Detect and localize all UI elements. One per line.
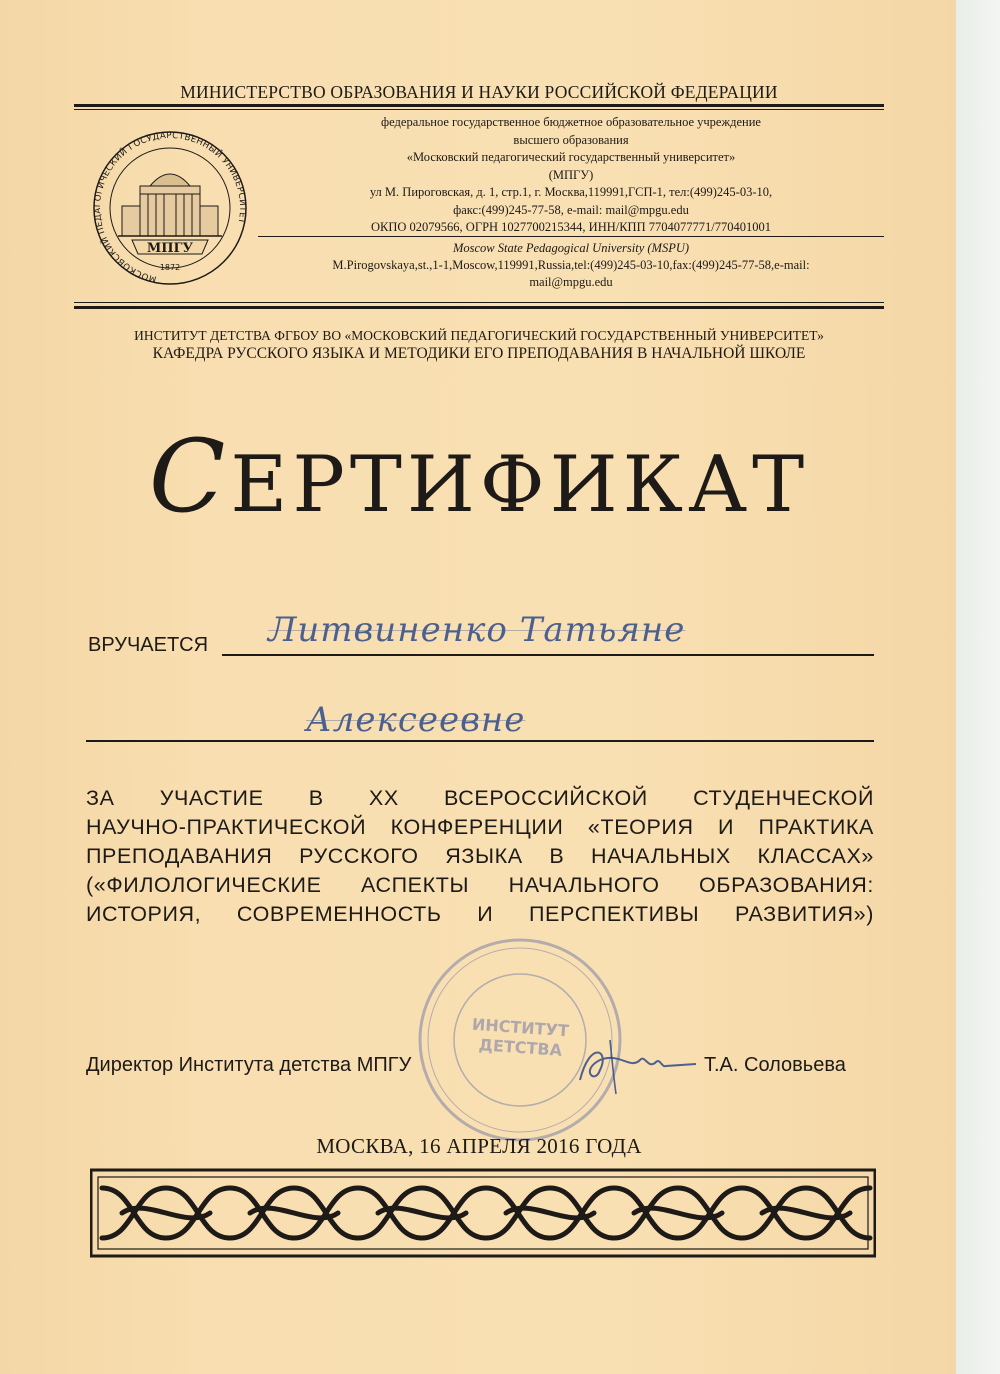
header-rule-bottom (74, 306, 884, 309)
place-and-date: МОСКВА, 16 АПРЕЛЯ 2016 ГОДА (316, 1134, 642, 1158)
org-line: (МПГУ) (548, 167, 594, 182)
org-line: «Московский педагогический государственный университет» (406, 150, 736, 164)
org-line: высшего образования (513, 132, 629, 147)
reason-line: ИСТОРИЯ, СОВРЕМЕННОСТЬ И ПЕРСПЕКТИВЫ РАЗВИТИЯ») (86, 902, 874, 926)
org-line: ОКПО 02079566, ОГРН 1027700215344, ИНН/КПП 7704077771/770401001 (371, 220, 771, 234)
reason-line: ЗА УЧАСТИЕ В XX ВСЕРОССИЙСКОЙ СТУДЕНЧЕСКОЙ (86, 786, 874, 810)
building-icon (118, 174, 222, 236)
emblem-year: 1872 (159, 263, 181, 272)
org-en-line: mail@mpgu.edu (529, 275, 613, 289)
org-separator (258, 236, 884, 237)
recipient-line-2 (86, 740, 874, 742)
header-rule-bottom-thin (74, 302, 884, 303)
emblem-ring-text: МОСКОВСКИЙ ПЕДАГОГИЧЕСКИЙ ГОСУДАРСТВЕННЫЙ УНИВЕРСИТЕТ (92, 130, 248, 284)
org-en-name: Moscow State Pedagogical University (MSPU) (452, 241, 690, 255)
certificate-title (74, 418, 884, 535)
reason-line: («ФИЛОЛОГИЧЕСКИЕ АСПЕКТЫ НАЧАЛЬНОГО ОБРАЗОВАНИЯ: (86, 873, 874, 897)
title-initial: С (148, 418, 231, 535)
director-position: Директор Института детства МПГУ (86, 1054, 412, 1076)
reason-line: ПРЕПОДАВАНИЯ РУССКОГО ЯЗЫКА В НАЧАЛЬНЫХ КЛАССАХ» (86, 844, 874, 868)
header-rule-top-thin (74, 109, 884, 110)
org-line: ул М. Пироговская, д. 1, стр.1, г. Москва,119991,ГСП-1, тел:(499)245-03-10, (369, 185, 773, 199)
celtic-knot-ornament (90, 1168, 876, 1258)
award-reason (86, 784, 874, 929)
department-line: КАФЕДРА РУССКОГО ЯЗЫКА И МЕТОДИКИ ЕГО ПРЕПОДАВАНИЯ В НАЧАЛЬНОЙ ШКОЛЕ (152, 345, 806, 362)
title-rest: ЕРТИФИКАТ (230, 440, 810, 530)
recipient-line-1 (222, 654, 874, 656)
stamp-text-line1: ИНСТИТУТ (471, 1014, 570, 1041)
scan-edge (956, 0, 1000, 1374)
emblem-banner-text: МПГУ (146, 241, 194, 256)
org-details-english (258, 240, 884, 291)
award-label: ВРУЧАЕТСЯ (88, 634, 209, 656)
reason-line: НАУЧНО-ПРАКТИЧЕСКОЙ КОНФЕРЕНЦИИ «ТЕОРИЯ И ПРАКТИКА (86, 815, 874, 839)
recipient-patronymic-handwritten: Алексеевне (306, 700, 526, 740)
university-emblem (92, 128, 248, 296)
ministry-heading: МИНИСТЕРСТВО ОБРАЗОВАНИЯ И НАУКИ РОССИЙСКОЙ ФЕДЕРАЦИИ (180, 82, 778, 102)
org-en-line: M.Pirogovskaya,st.,1-1,Moscow,119991,Russia,tel:(499)245-03-10,fax:(499)245-77-58,e-mail: (332, 258, 810, 272)
org-line: федеральное государственное бюджетное образовательное учреждение (381, 115, 761, 129)
org-details (258, 114, 884, 237)
header-rule-top (74, 104, 884, 107)
stamp-text-line2: ДЕТСТВА (478, 1035, 563, 1060)
signature-mark (570, 1030, 700, 1100)
org-line: факс:(499)245-77-58, e-mail: mail@mpgu.edu (453, 202, 689, 217)
director-name: Т.А. Соловьева (704, 1054, 846, 1076)
recipient-name-handwritten: Литвиненко Татьяне (268, 610, 686, 650)
institute-line: ИНСТИТУТ ДЕТСТВА ФГБОУ ВО «МОСКОВСКИЙ ПЕДАГОГИЧЕСКИЙ ГОСУДАРСТВЕННЫЙ УНИВЕРСИТЕТ» (134, 328, 824, 343)
institute-heading (74, 327, 884, 363)
